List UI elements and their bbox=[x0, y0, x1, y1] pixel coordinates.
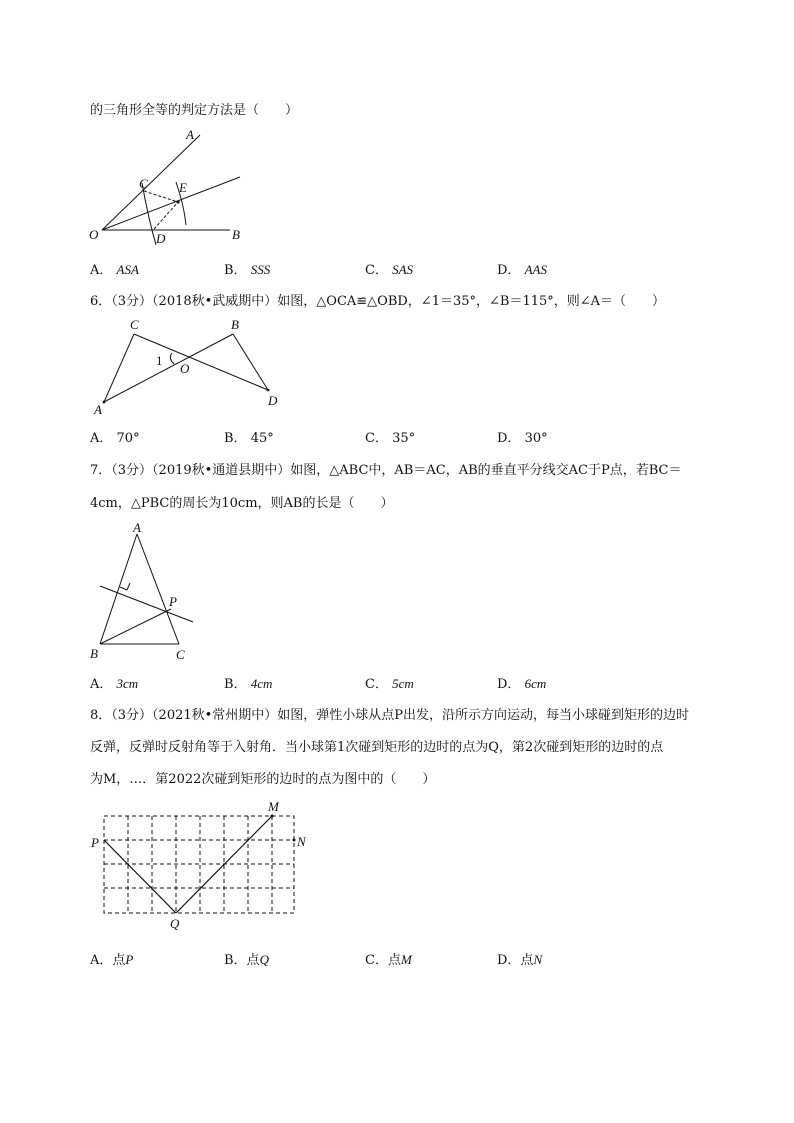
q7-choice-a[interactable] bbox=[90, 676, 138, 693]
q5-point-e bbox=[176, 200, 179, 203]
q6-label-1: 1 bbox=[156, 353, 163, 368]
q6-choice-d-letter: D． bbox=[497, 431, 521, 446]
q5-choice-c-letter: C． bbox=[365, 263, 388, 278]
q6-label-o: O bbox=[180, 361, 190, 376]
q8-choice-a-text: P bbox=[125, 952, 134, 967]
q7-label-b: B bbox=[90, 646, 98, 661]
q8-point-m bbox=[271, 815, 274, 818]
q8-choice-b-text: Q bbox=[259, 952, 269, 967]
q6-choice-d-text: 30° bbox=[524, 431, 548, 446]
q7-right-angle-mark bbox=[120, 583, 130, 590]
q5-choice-a[interactable] bbox=[90, 262, 139, 279]
q6-seg-bd bbox=[233, 334, 268, 390]
q5-figure bbox=[80, 125, 260, 250]
q6-point-d bbox=[267, 389, 270, 392]
q6-choice-c-letter: C． bbox=[365, 431, 388, 446]
q8-choice-a-letter: A．点 bbox=[90, 953, 126, 968]
q7-choice-d[interactable] bbox=[497, 676, 546, 693]
q6-figure bbox=[88, 318, 288, 418]
q7-seg-bp bbox=[100, 609, 171, 644]
q6-choice-c[interactable] bbox=[365, 431, 415, 447]
q6-choice-a-letter: A． bbox=[90, 431, 113, 446]
q8-stem-line2: 反弹，反弹时反射角等于入射角．当小球第1次碰到矩形的边时的点为Q，第2次碰到矩形的边时的点 bbox=[90, 740, 664, 755]
q7-choice-b[interactable] bbox=[224, 676, 272, 693]
q5-choice-d-text: AAS bbox=[524, 262, 547, 277]
q6-choice-b[interactable] bbox=[224, 431, 274, 447]
q5-choice-c[interactable] bbox=[365, 262, 413, 279]
q8-stem-line1: 8．（3分）（2021秋•常州期中）如图，弹性小球从点P出发，沿所示方向运动，每当小球碰到矩形的边时 bbox=[90, 708, 690, 723]
q8-figure bbox=[88, 798, 318, 938]
q7-stem-line1: 7．（3分）（2019秋•通道县期中）如图，△ABC中，AB＝AC，AB的垂直平分线交AC于P点，若BC＝ bbox=[90, 463, 682, 478]
q7-figure bbox=[85, 520, 205, 668]
q7-seg-ac bbox=[137, 534, 179, 644]
q5-choice-a-letter: A． bbox=[90, 263, 113, 278]
q5-choice-a-text: ASA bbox=[116, 262, 139, 277]
q6-label-a: A bbox=[94, 402, 102, 417]
q6-choice-a[interactable] bbox=[90, 431, 140, 447]
q6-choice-b-letter: B． bbox=[224, 431, 247, 446]
q5-label-c: C bbox=[139, 176, 148, 191]
q5-choice-d-letter: D． bbox=[497, 263, 521, 278]
q8-choice-a[interactable] bbox=[90, 952, 133, 969]
q5-label-e: E bbox=[179, 180, 187, 195]
q8-label-q: Q bbox=[170, 916, 180, 931]
q8-label-m: M bbox=[268, 799, 279, 814]
q8-choice-d-text: N bbox=[533, 952, 543, 967]
q5-label-b: B bbox=[232, 227, 240, 242]
q7-choice-d-letter: D． bbox=[497, 677, 521, 692]
q5-label-d: D bbox=[156, 231, 166, 246]
q8-choice-c[interactable] bbox=[365, 952, 412, 969]
q8-choice-c-letter: C．点 bbox=[365, 953, 401, 968]
q6-label-b: B bbox=[231, 317, 239, 332]
q5-choice-b-letter: B． bbox=[224, 263, 247, 278]
q5-choice-b-text: SSS bbox=[250, 262, 271, 277]
q6-label-c: C bbox=[130, 317, 139, 332]
q7-choice-c-letter: C． bbox=[365, 677, 388, 692]
q8-path-pq bbox=[104, 840, 176, 913]
q5-ray-oe bbox=[102, 177, 240, 230]
q5-choice-d[interactable] bbox=[497, 262, 547, 279]
q5-choice-b[interactable] bbox=[224, 262, 270, 279]
q5-dash-ce bbox=[144, 191, 178, 202]
q6-choice-b-text: 45° bbox=[250, 431, 274, 446]
q8-choice-d-letter: D．点 bbox=[497, 953, 534, 968]
q8-dashed-grid bbox=[104, 816, 294, 913]
q8-stem-line3: 为M，…．第2022次碰到矩形的边时的点为图中的（ ） bbox=[90, 772, 436, 787]
q7-choice-a-text: 3cm bbox=[116, 676, 139, 691]
q5-continuation: 的三角形全等的判定方法是（ ） bbox=[90, 103, 299, 118]
q6-seg-cd bbox=[134, 334, 268, 390]
q7-choice-b-letter: B． bbox=[224, 677, 247, 692]
q8-label-p: P bbox=[91, 835, 99, 850]
q7-choice-b-text: 4cm bbox=[250, 676, 273, 691]
q8-label-n: N bbox=[297, 834, 306, 849]
q5-choice-c-text: SAS bbox=[392, 262, 414, 277]
q6-angle-1-arc bbox=[170, 353, 174, 364]
q6-seg-ab bbox=[104, 334, 233, 402]
q6-choice-d[interactable] bbox=[497, 431, 548, 447]
q7-choice-a-letter: A． bbox=[90, 677, 113, 692]
q7-stem-line2: 4cm，△PBC的周长为10cm，则AB的长是（ ） bbox=[90, 496, 394, 511]
q7-label-a: A bbox=[133, 520, 141, 535]
q8-choice-d[interactable] bbox=[497, 952, 542, 969]
q6-choice-a-text: 70° bbox=[116, 431, 140, 446]
q7-choice-c[interactable] bbox=[365, 676, 414, 693]
q7-choice-d-text: 6cm bbox=[524, 676, 547, 691]
q7-label-p: P bbox=[169, 594, 177, 609]
q8-choice-c-text: M bbox=[400, 952, 412, 967]
q7-seg-ab bbox=[100, 534, 137, 644]
q6-point-a bbox=[103, 401, 106, 404]
q6-seg-ca bbox=[104, 334, 134, 402]
q8-point-n bbox=[293, 839, 296, 842]
q8-choice-b-letter: B．点 bbox=[224, 953, 260, 968]
q7-choice-c-text: 5cm bbox=[392, 676, 414, 691]
q5-dash-de bbox=[154, 202, 178, 229]
q6-label-d: D bbox=[268, 393, 278, 408]
q6-choice-c-text: 35° bbox=[392, 431, 416, 446]
q6-stem: 6．（3分）（2018秋•武威期中）如图，△OCA≌△OBD，∠1＝35°，∠B＝115°，则∠A＝（ ） bbox=[90, 294, 666, 309]
q5-label-o: O bbox=[89, 227, 99, 242]
q5-label-a: A bbox=[186, 127, 194, 142]
q7-label-c: C bbox=[176, 647, 185, 662]
q8-choice-b[interactable] bbox=[224, 952, 269, 969]
